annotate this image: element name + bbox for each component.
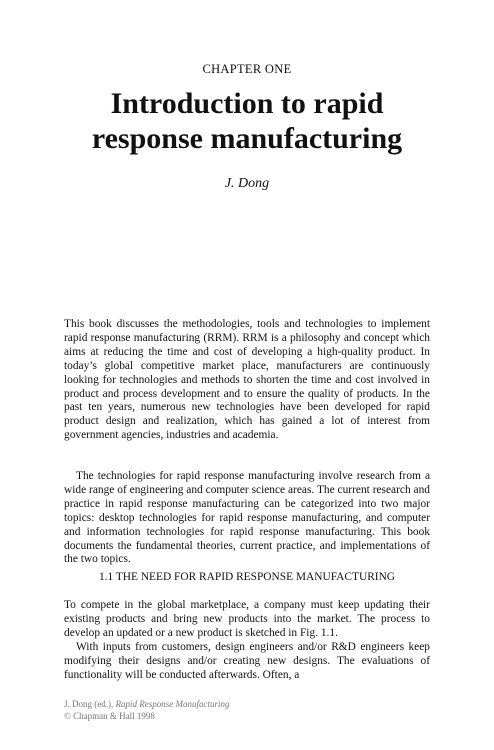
author-name: J. Dong	[224, 176, 270, 191]
footer-copyright: © Chapman & Hall 1998	[64, 711, 155, 721]
intro-paragraph-2: The technologies for rapid response manufacturing involve research from a wide range of engineering and computer science areas. The current research and practice in rapid response manufacturing can be categorized into two major topics: desktop technologies for rapid response manufacturing, and computer and information technologies for rapid response manufacturing. This book documents the fundamental theories, current practice, and implementations of the two topics.	[64, 470, 430, 566]
footer-editor: J. Dong (ed.),	[64, 699, 116, 709]
intro-paragraph-1: This book discusses the methodologies, tools and technologies to implement rapid response manufacturing (RRM). RRM is a philosophy and concept which aims at reducing the time and cost of developing a high-quality product. In today’s global competitive market place, manufacturers are continuously looking for technologies and methods to shorten the time and cost involved in product and process development and to ensure the quality of products. In the past ten years, numerous new technologies have been developed for rapid product design and realization, which has gained a lot of interest from government agencies, industries and academia.	[64, 318, 430, 442]
chapter-title	[0, 86, 494, 156]
page-footer	[64, 698, 230, 722]
section-paragraph-1: To compete in the global marketplace, a company must keep updating their existing products and bring new products into the market. The process to develop an updated or a new product is sketched in Fig. 1.1.	[64, 599, 430, 639]
section-heading: 1.1 THE NEED FOR RAPID RESPONSE MANUFACTURING	[98, 571, 396, 583]
footer-citation	[64, 698, 230, 710]
chapter-label: CHAPTER ONE	[202, 62, 292, 76]
chapter-title-line-2: response manufacturing	[91, 122, 403, 155]
footer-book-title: Rapid Response Manufacturing	[115, 699, 230, 709]
chapter-title-line-1: Introduction to rapid	[110, 87, 384, 120]
section-paragraph-2: With inputs from customers, design engineers and/or R&D engineers keep modifying their designs and/or creating new designs. The evaluations of functionality will be conducted afterwards. Often, a	[64, 641, 430, 681]
